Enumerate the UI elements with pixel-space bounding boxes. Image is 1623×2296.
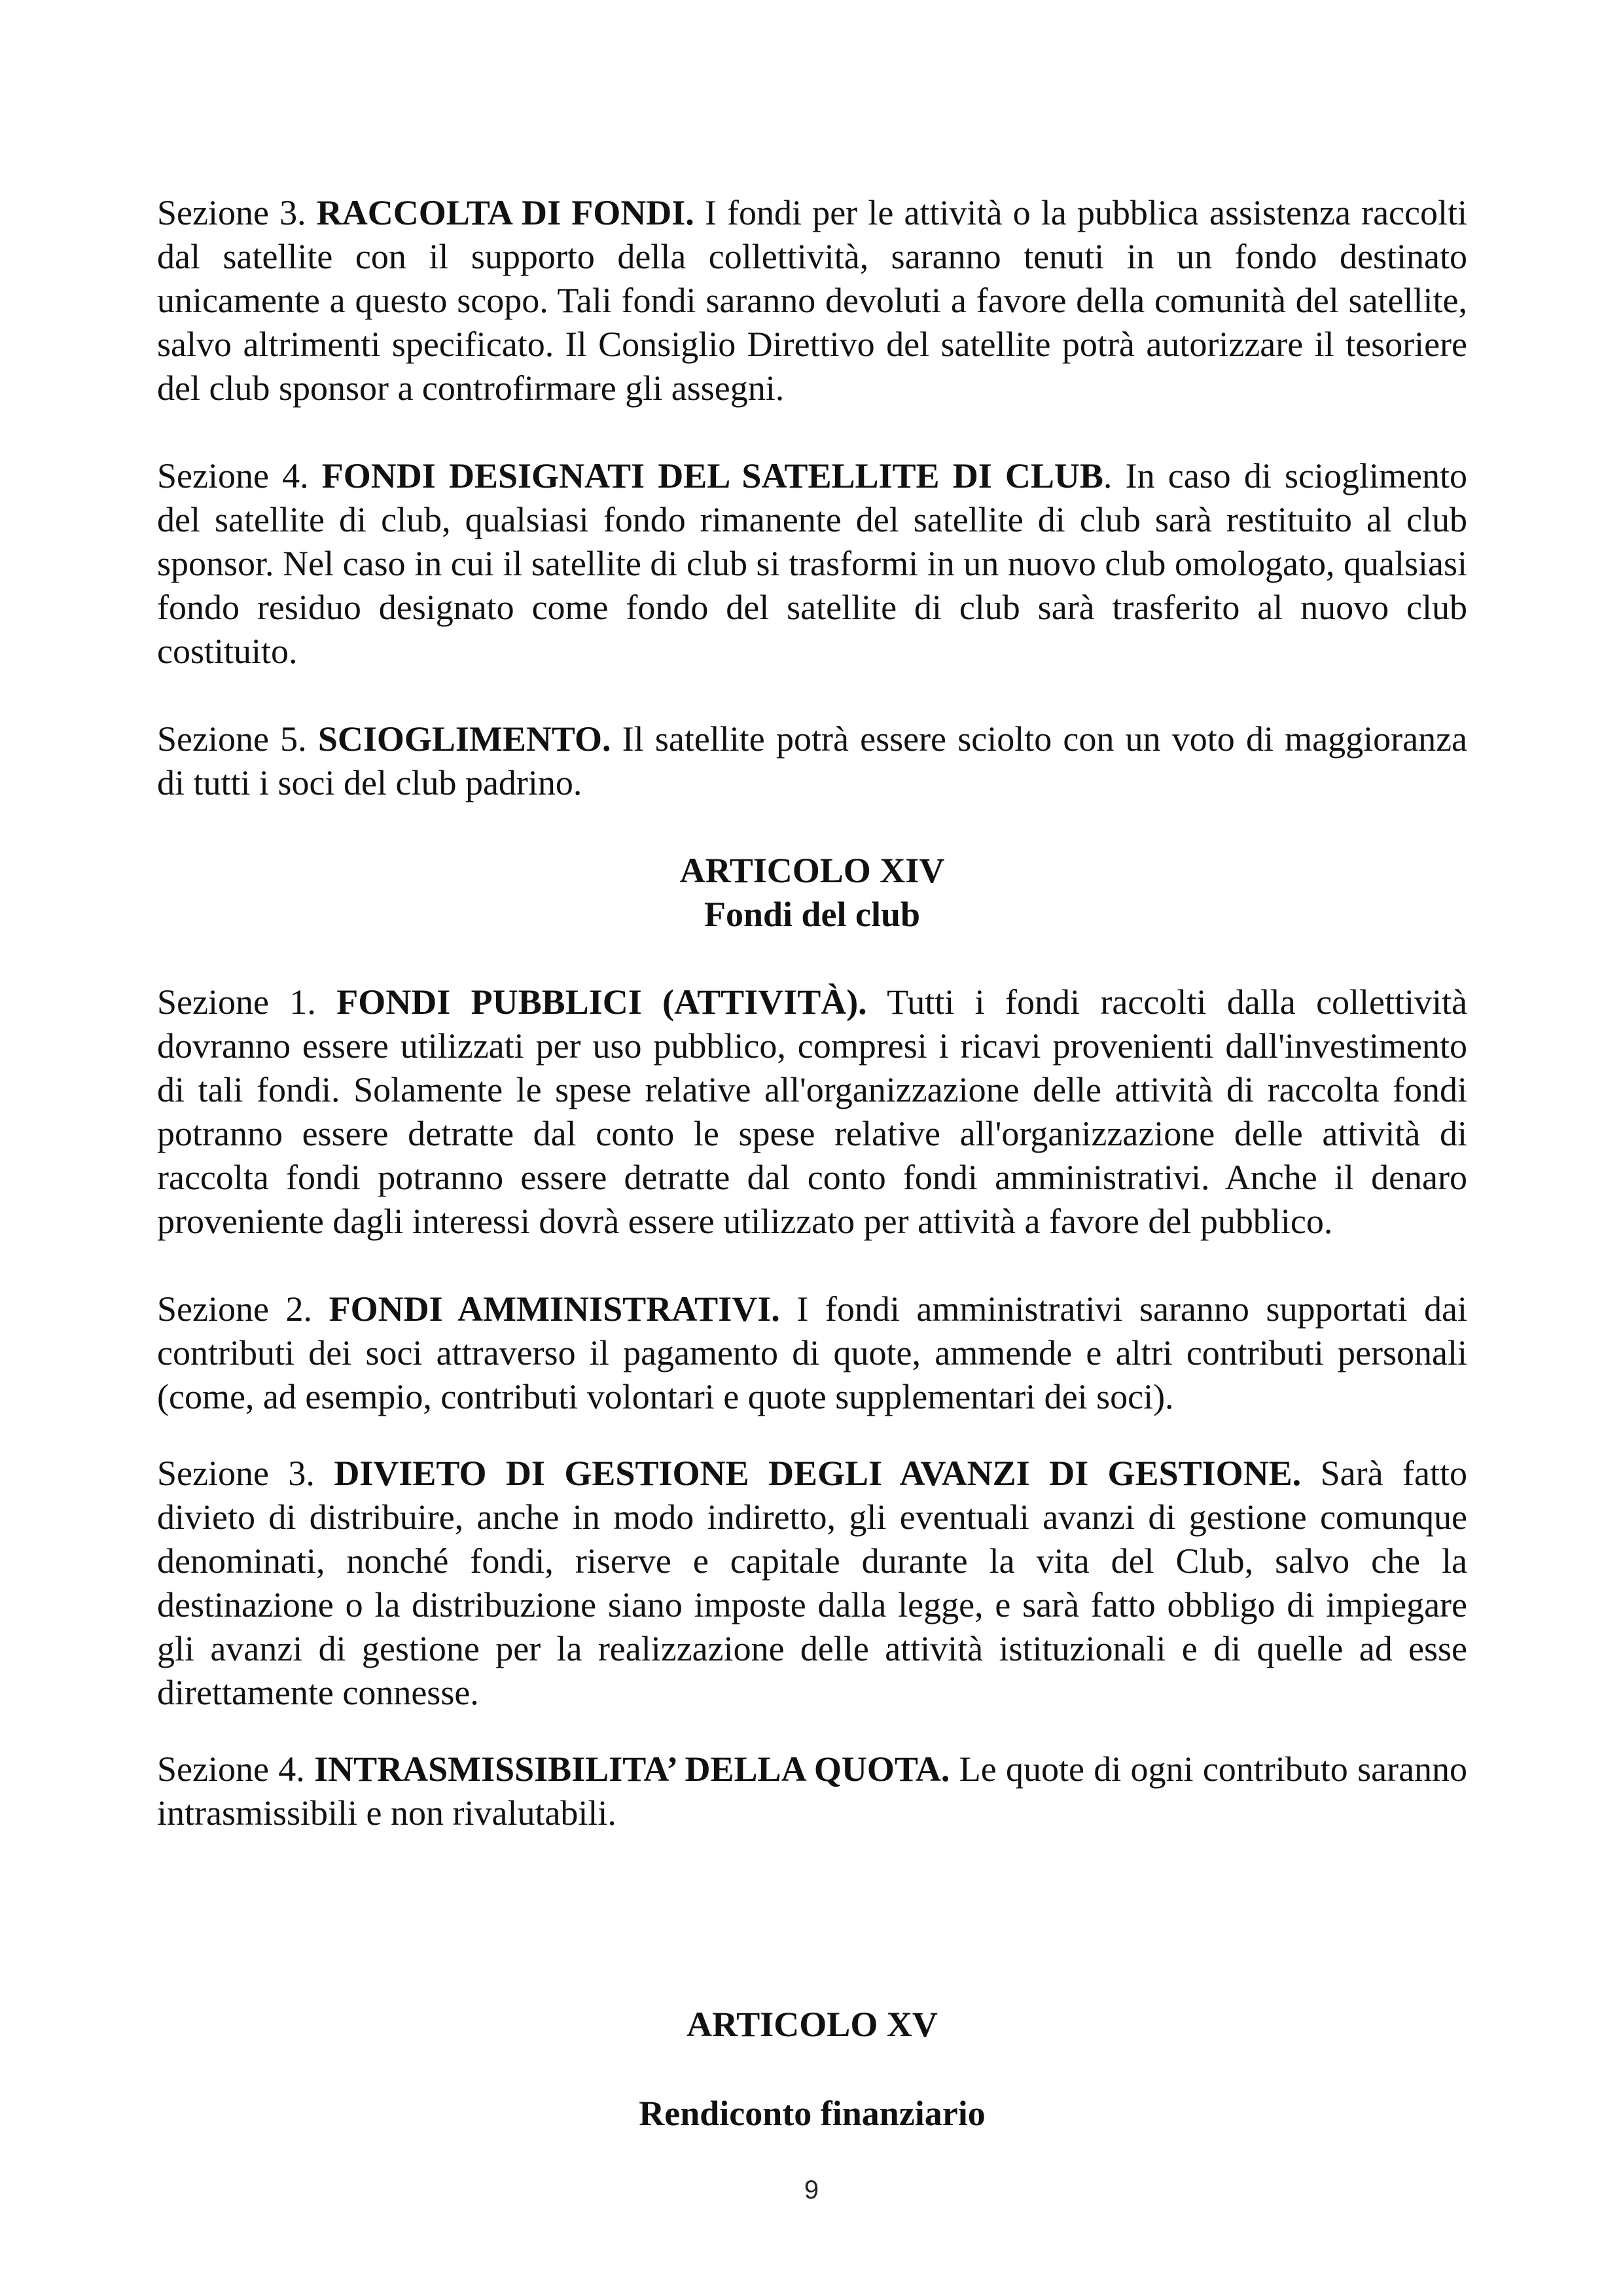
section-prefix: Sezione 3.	[157, 193, 306, 232]
section-title: RACCOLTA DI FONDI.	[316, 193, 694, 232]
section-prefix: Sezione 4.	[157, 1749, 305, 1789]
section-paragraph	[157, 717, 1467, 805]
page-number: 9	[804, 2176, 819, 2204]
section-paragraph	[157, 1748, 1467, 1835]
section-text: Il satellite potrà essere sciolto con un voto di maggioranza di tutti i soci del club padrino.	[157, 719, 1468, 802]
article-subtitle: Rendiconto finanziario	[639, 2094, 986, 2133]
article-title: ARTICOLO XV	[687, 2005, 938, 2044]
section-title: FONDI AMMINISTRATIVI.	[329, 1289, 780, 1329]
section-paragraph	[157, 1287, 1467, 1419]
section-prefix: Sezione 1.	[157, 982, 316, 1022]
section-text: Sarà fatto divieto di distribuire, anche in modo indiretto, gli eventuali avanzi di gestione comunque denominati, nonché fondi, riserve e capitale durante la vita del Club, salvo che la destinazione o la distribuzione siano imposte dalla legge, e sarà fatto obbligo di impiegare gli avanzi di gestione per la realizzazione delle attività istituzionali e di quelle ad esse direttamente connesse.	[157, 1454, 1467, 1712]
section-text: Tutti i fondi raccolti dalla collettività dovranno essere utilizzati per uso pubblico, compresi i ricavi provenienti dall'investimento di tali fondi. Solamente le spese relative all'organizzazione delle attività di raccolta fondi potranno essere detratte dal conto le spese relative all'organizzazione delle attività di raccolta fondi potranno essere detratte dal conto fondi amministrativi. Anche il denaro proveniente dagli interessi dovrà essere utilizzato per attività a favore del pubblico.	[157, 982, 1468, 1241]
section-text: . In caso di scioglimento del satellite di club, qualsiasi fondo rimanente del satellite di club sarà restituito al club sponsor. Nel caso in cui il satellite di club si trasformi in un nuovo club omologato, qualsiasi fondo residuo designato come fondo del satellite di club sarà trasferito al nuovo club costituito.	[157, 456, 1467, 671]
section-paragraph	[157, 191, 1467, 410]
page-body	[157, 191, 1467, 1835]
section-paragraph	[157, 980, 1467, 1244]
section-prefix: Sezione 4.	[157, 456, 309, 495]
section-paragraph	[157, 1452, 1467, 1715]
article-title: ARTICOLO XIV	[679, 851, 945, 890]
section-title: FONDI PUBBLICI (ATTIVITÀ).	[336, 982, 867, 1022]
section-title: INTRASMISSIBILITA’ DELLA QUOTA.	[314, 1749, 950, 1789]
section-paragraph	[157, 454, 1467, 673]
section-prefix: Sezione 3.	[157, 1454, 315, 1493]
section-title: FONDI DESIGNATI DEL SATELLITE DI CLUB	[321, 456, 1103, 495]
section-title: DIVIETO DI GESTIONE DEGLI AVANZI DI GESTIONE.	[334, 1454, 1302, 1493]
section-text: I fondi per le attività o la pubblica assistenza raccolti dal satellite con il supporto della collettività, saranno tenuti in un fondo destinato unicamente a questo scopo. Tali fondi saranno devoluti a favore della comunità del satellite, salvo altrimenti specificato. Il Consiglio Direttivo del satellite potrà autorizzare il tesoriere del club sponsor a controfirmare gli assegni.	[157, 193, 1467, 408]
section-text: Le quote di ogni contributo saranno intrasmissibili e non rivalutabili.	[157, 1749, 1468, 1833]
section-prefix: Sezione 5.	[157, 719, 307, 759]
article-subtitle: Fondi del club	[704, 895, 921, 934]
section-text: I fondi amministrativi saranno supportati dai contributi dei soci attraverso il pagamento di quote, ammende e altri contributi personali (come, ad esempio, contributi volontari e quote supplementari dei soci).	[157, 1289, 1467, 1416]
section-prefix: Sezione 2.	[157, 1289, 313, 1329]
section-title: SCIOGLIMENTO.	[317, 719, 611, 759]
